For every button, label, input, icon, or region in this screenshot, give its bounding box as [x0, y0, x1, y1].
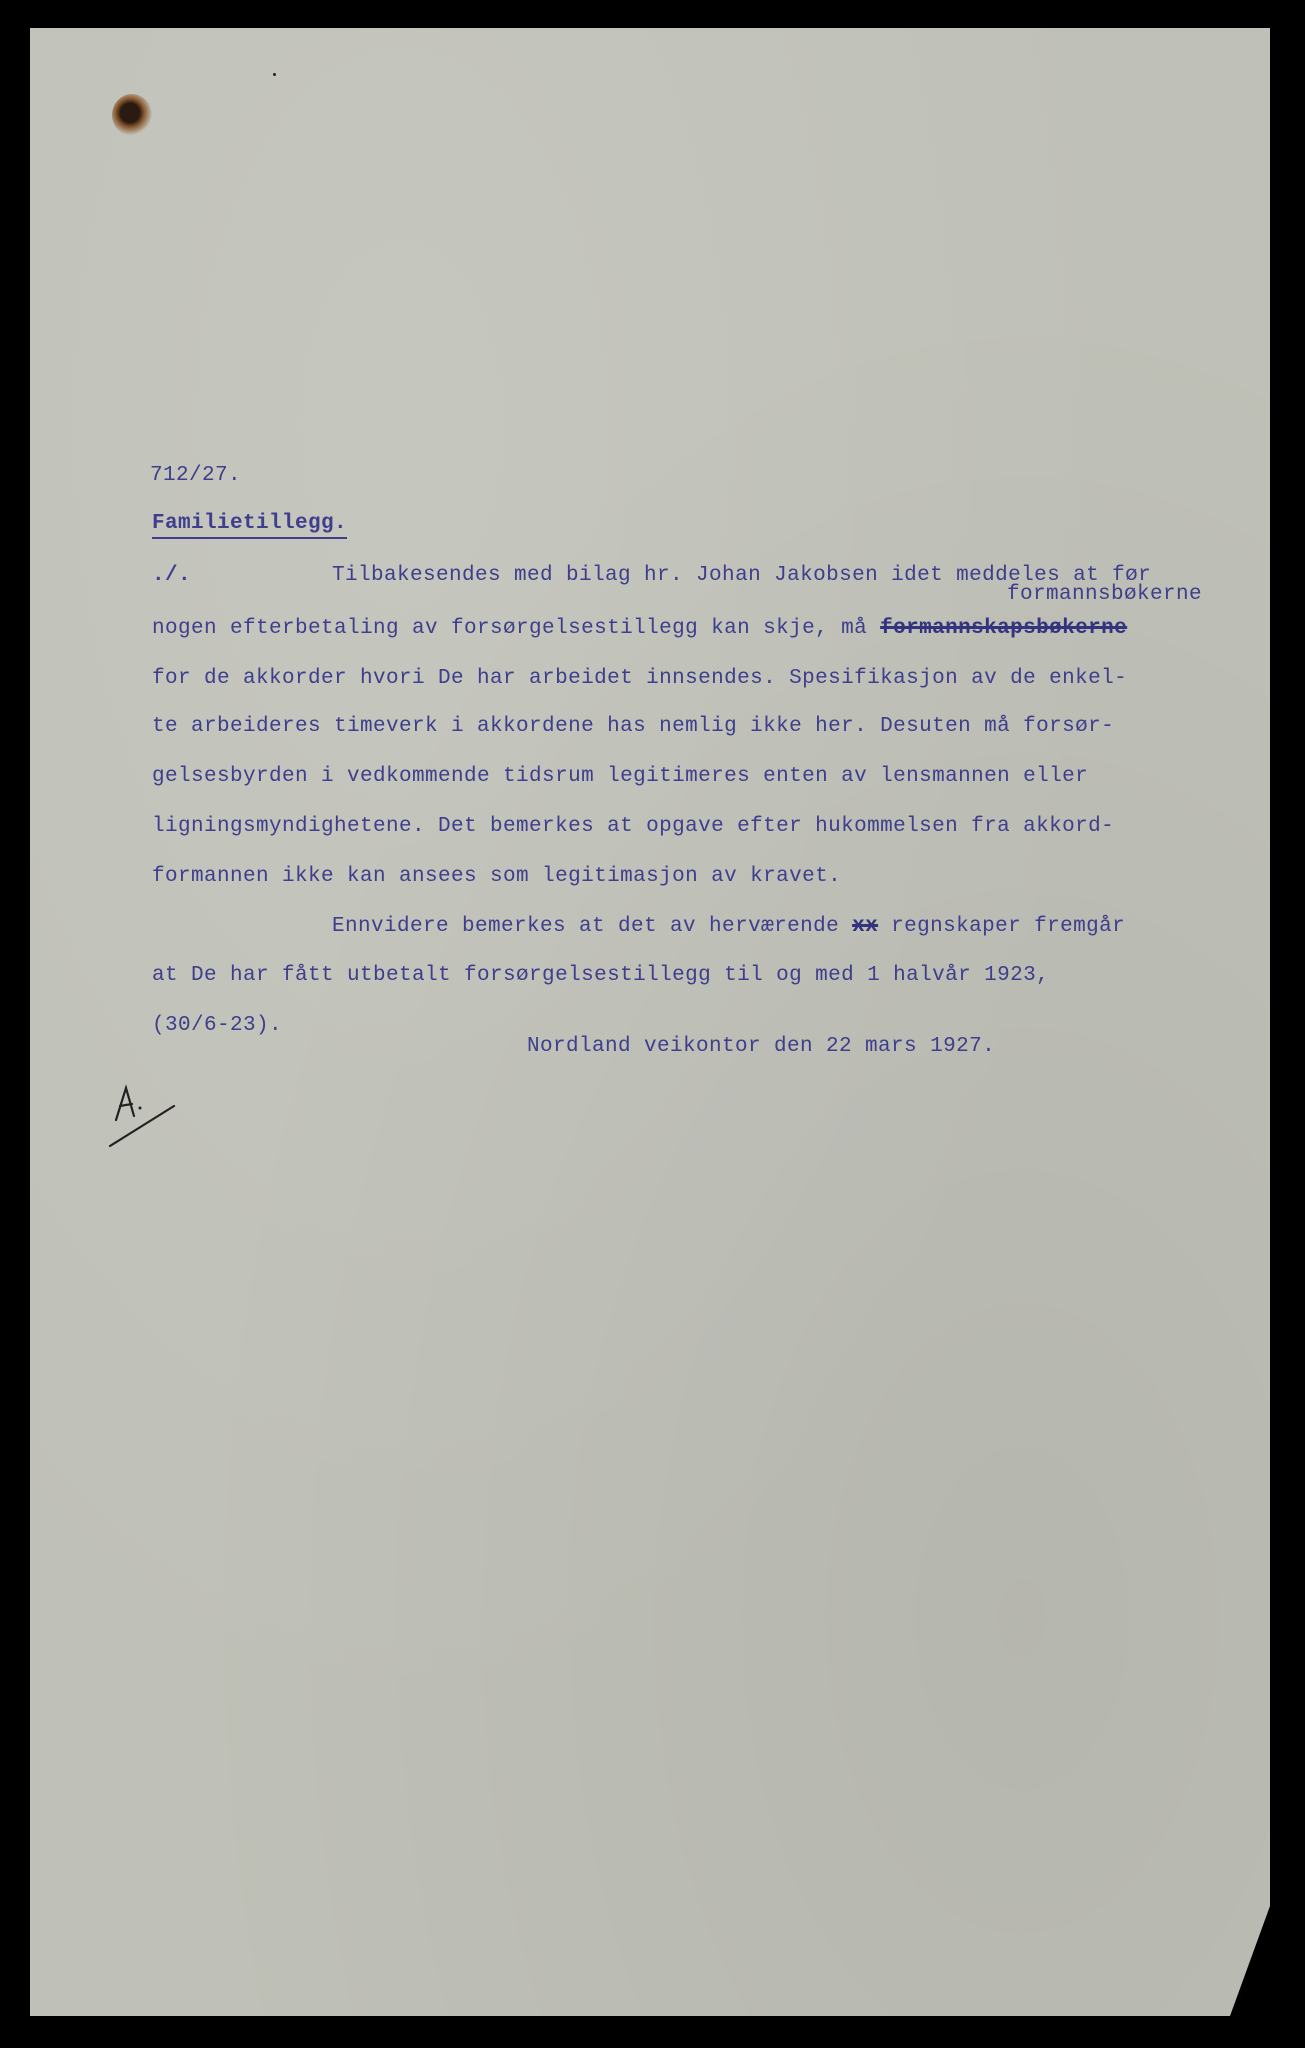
struck-word: formannskapsbøkerne [880, 617, 1128, 640]
paragraph2-line1 [332, 916, 1125, 937]
paragraph1-line2-text: nogen efterbetaling av forsørgelsestillegg kan skje, må [152, 617, 881, 640]
reference-number: 712/27. [150, 464, 242, 487]
document-page [30, 28, 1270, 2016]
paragraph2-line1-a: Ennvidere bemerkes at det av herværende [332, 915, 853, 938]
struck-characters: xx [852, 915, 879, 938]
insertion-text: formannsbøkerne [1007, 583, 1203, 606]
paragraph2-line1-b: regnskaper fremgår [878, 915, 1126, 938]
place-and-date: Nordland veikontor den 22 mars 1927. [527, 1035, 996, 1058]
paragraph1-line1: Tilbakesendes med bilag hr. Johan Jakobsen idet meddeles at før [332, 564, 1152, 587]
punch-hole [112, 94, 152, 136]
paragraph2-line2: at De har fått utbetalt forsørgelsestillegg til og med 1 halvår 1923, [152, 964, 1050, 987]
enclosure-mark: ./. [152, 564, 192, 587]
paragraph1-line6: ligningsmyndighetene. Det bemerkes at opgave efter hukommelsen fra akkord- [152, 815, 1115, 838]
handwritten-initials [106, 1080, 176, 1150]
paragraph1-line2 [152, 618, 1127, 639]
paragraph2-line3: (30/6-23). [152, 1014, 283, 1037]
paragraph1-line3: for de akkorder hvori De har arbeidet innsendes. Spesifikasjon av de enkel- [152, 667, 1128, 690]
paragraph1-line4: te arbeideres timeverk i akkordene has nemlig ikke her. Desuten må forsør- [152, 715, 1115, 738]
paper-speck [273, 73, 276, 76]
paragraph1-line5: gelsesbyrden i vedkommende tidsrum legitimeres enten av lensmannen eller [152, 765, 1089, 788]
subject-heading: Familietillegg. [152, 513, 347, 539]
paragraph1-line7: formannen ikke kan ansees som legitimasjon av kravet. [152, 865, 842, 888]
torn-corner [1230, 1906, 1270, 2016]
